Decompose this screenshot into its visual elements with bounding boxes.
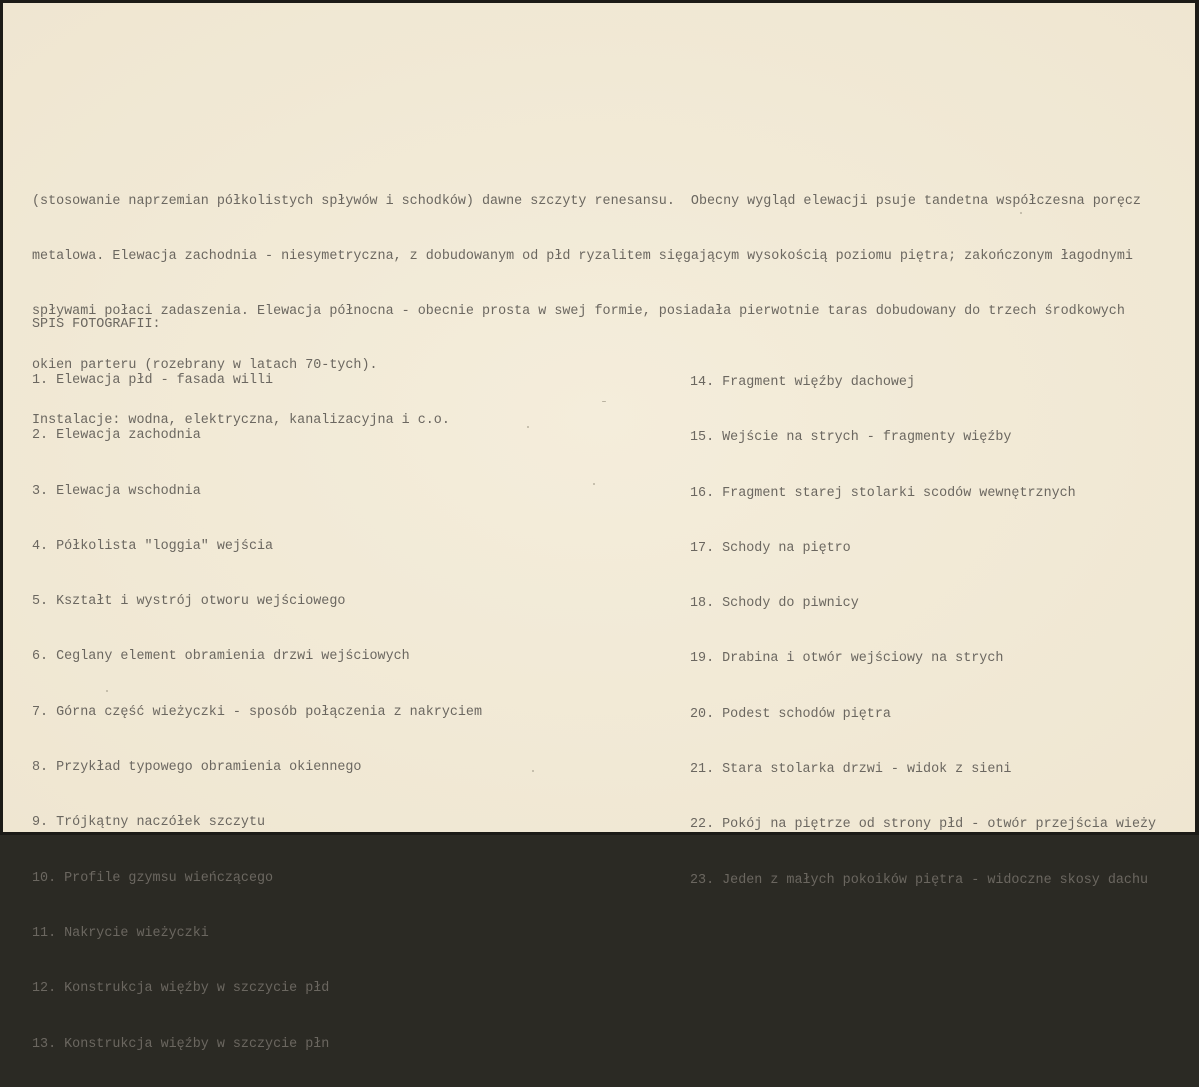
list-item: 17. Schody na piętro	[690, 540, 851, 556]
paper-speck	[602, 401, 606, 402]
paper-speck	[532, 770, 534, 772]
list-item: 10. Profile gzymsu wieńczącego	[32, 870, 274, 886]
list-item: 4. Półkolista "loggia" wejścia	[32, 538, 274, 554]
list-item: 1. Elewacja płd - fasada willi	[32, 373, 274, 388]
list-item: 12. Konstrukcja więźby w szczycie płd	[32, 981, 330, 997]
photo-list-title: SPIS FOTOGRAFII:	[32, 317, 161, 332]
list-item: 18. Schody do piwnicy	[690, 596, 859, 612]
list-item: 2. Elewacja zachodnia	[32, 428, 201, 444]
list-item: 21. Stara stolarka drzwi - widok z sieni	[690, 762, 1012, 778]
list-item: 3. Elewacja wschodnia	[32, 483, 201, 499]
description-line: (stosowanie naprzemian półkolistych spływów i schodków) dawne szczyty renesansu. Obecny wygląd elewacji psuje tandetna współczesna poręcz	[32, 194, 1141, 209]
list-item: 22. Pokój na piętrze od strony płd - otwór przejścia wieży	[690, 817, 1157, 833]
scan-edge-top	[0, 0, 1199, 3]
list-item: 23. Jeden z małych pokoików piętra - widoczne skosy dachu	[690, 872, 1149, 888]
description-line: spływami połaci zadaszenia. Elewacja północna - obecnie prosta w swej formie, posiadała pierwotnie taras dobudowany do trzech środkowych	[32, 303, 1125, 319]
list-item: 11. Nakrycie wieżyczki	[32, 925, 209, 941]
list-item: 5. Kształt i wystrój otworu wejściowego	[32, 594, 346, 610]
list-item: 15. Wejście na strych - fragmenty więźby	[690, 430, 1012, 446]
paper-speck	[593, 483, 595, 485]
description-line: metalowa. Elewacja zachodnia - niesymetryczna, z dobudowanym od płd ryzalitem sięgającym wysokością poziomu piętra; zakończonym łagodnymi	[32, 248, 1133, 264]
list-item: 9. Trójkątny naczółek szczytu	[32, 815, 266, 831]
list-item: 20. Podest schodów piętra	[690, 706, 891, 722]
photo-list-left-column	[32, 338, 482, 1087]
list-item: 14. Fragment więźby dachowej	[690, 375, 915, 390]
installations-line: Instalacje: wodna, elektryczna, kanalizacyjna i c.o.	[32, 413, 450, 429]
list-item: 8. Przykład typowego obramienia okiennego	[32, 760, 362, 776]
list-item: 16. Fragment starej stolarki scodów wewnętrznych	[690, 485, 1076, 501]
paper-speck	[106, 690, 108, 692]
photo-list-right-column	[690, 340, 1156, 923]
description-line: okien parteru (rozebrany w latach 70-tych).	[32, 358, 378, 374]
paper-speck	[1020, 212, 1022, 214]
paper-speck	[527, 426, 529, 428]
list-item: 7. Górna część wieżyczki - sposób połączenia z nakryciem	[32, 704, 482, 720]
list-item: 6. Ceglany element obramienia drzwi wejściowych	[32, 649, 410, 665]
list-item: 19. Drabina i otwór wejściowy na strych	[690, 651, 1004, 667]
scan-edge-left	[0, 0, 3, 835]
list-item: 13. Konstrukcja więźby w szczycie płn	[32, 1036, 330, 1052]
